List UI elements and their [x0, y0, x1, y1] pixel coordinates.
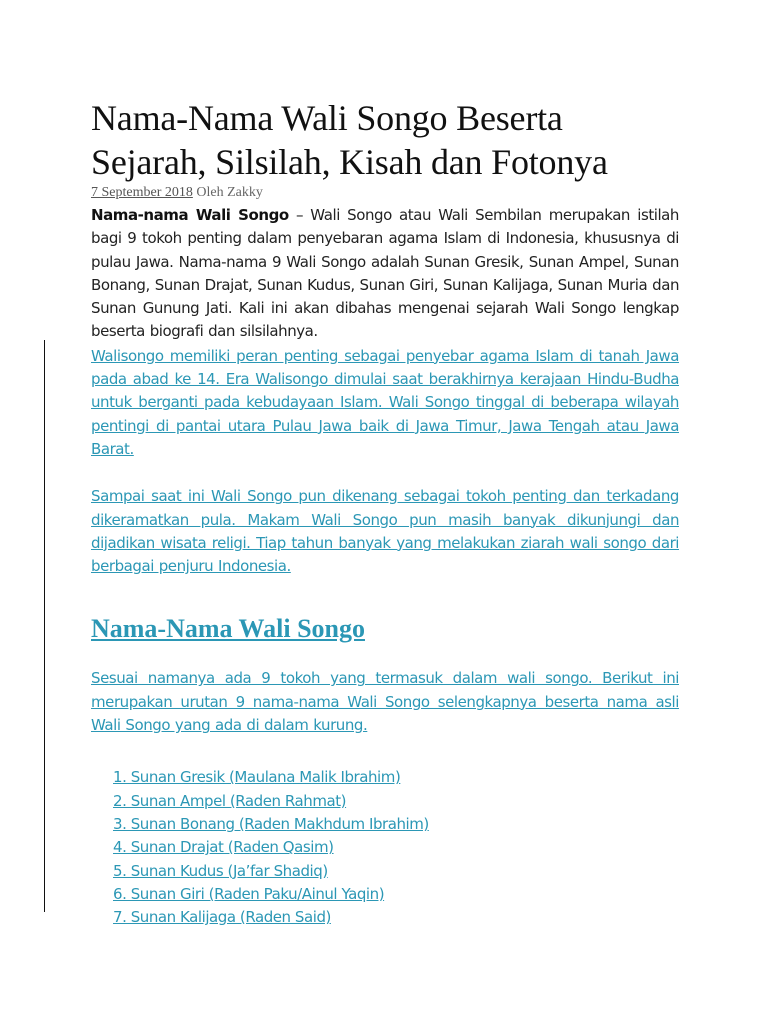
list-item[interactable]: 1. Sunan Gresik (Maulana Malik Ibrahim): [113, 768, 401, 787]
history-paragraph-link[interactable]: Walisongo memiliki peran penting sebagai penyebar agama Islam di tanah Jawa pada abad ke 14. Era Walisongo dimulai saat berakhirnya kerajaan Hindu-Budha untuk berganti pada kebudayaan Islam. Wali Songo tinggal di beberapa wilayah pentingi di pantai utara Pulau Jawa baik di Jawa Timur, Jawa Tengah atau Jawa Barat.: [91, 346, 679, 458]
intro-bold-term: Nama-nama Wali Songo: [91, 206, 289, 224]
wali-songo-list: [91, 766, 679, 929]
list-item[interactable]: 4. Sunan Drajat (Raden Qasim): [113, 838, 334, 857]
title-line-2: Sejarah, Silsilah, Kisah dan Fotonya: [91, 142, 608, 182]
publish-date-link[interactable]: 7 September 2018: [91, 185, 193, 200]
list-item[interactable]: 6. Sunan Giri (Raden Paku/Ainul Yaqin): [113, 884, 385, 903]
article-meta: [91, 184, 679, 202]
author-text: Oleh Zakky: [192, 185, 263, 200]
list-item[interactable]: 7. Sunan Kalijaga (Raden Said): [113, 908, 331, 927]
list-item[interactable]: 2. Sunan Ampel (Raden Rahmat): [113, 791, 347, 810]
change-bar: [44, 340, 45, 912]
intro-text: – Wali Songo atau Wali Sembilan merupakan istilah bagi 9 tokoh penting dalam penyebaran agama Islam di Indonesia, khususnya di pulau Jawa. Nama-nama 9 Wali Songo adalah Sunan Gresik, Sunan Ampel, Sunan Bonang, Sunan Drajat, Sunan Kudus, Sunan Giri, Sunan Kalijaga, Sunan Muria dan Sunan Gunung Jati. Kali ini akan dibahas mengenai sejarah Wali Songo lengkap beserta biografi dan silsilahnya.: [91, 206, 679, 341]
legacy-paragraph-link[interactable]: Sampai saat ini Wali Songo pun dikenang sebagai tokoh penting dan terkadang dikeramatkan pula. Makam Wali Songo pun masih banyak dikunjungi dan dijadikan wisata religi. Tiap tahun banyak yang melakukan ziarah wali songo dari berbagai penjuru Indonesia.: [91, 487, 679, 576]
article-title: [91, 96, 679, 184]
section-heading-link[interactable]: Nama-Nama Wali Songo: [91, 614, 365, 644]
list-item[interactable]: 5. Sunan Kudus (Ja’far Shadiq): [113, 861, 328, 880]
title-line-1: Nama-Nama Wali Songo Beserta: [91, 98, 563, 138]
list-item[interactable]: 3. Sunan Bonang (Raden Makhdum Ibrahim): [113, 814, 429, 833]
section-intro-link[interactable]: Sesuai namanya ada 9 tokoh yang termasuk dalam wali songo. Berikut ini merupakan urutan 9 nama-nama Wali Songo selengkapnya beserta nama asli Wali Songo yang ada di dalam kurung.: [91, 669, 679, 735]
intro-paragraph: [91, 204, 679, 344]
article: [91, 96, 679, 929]
